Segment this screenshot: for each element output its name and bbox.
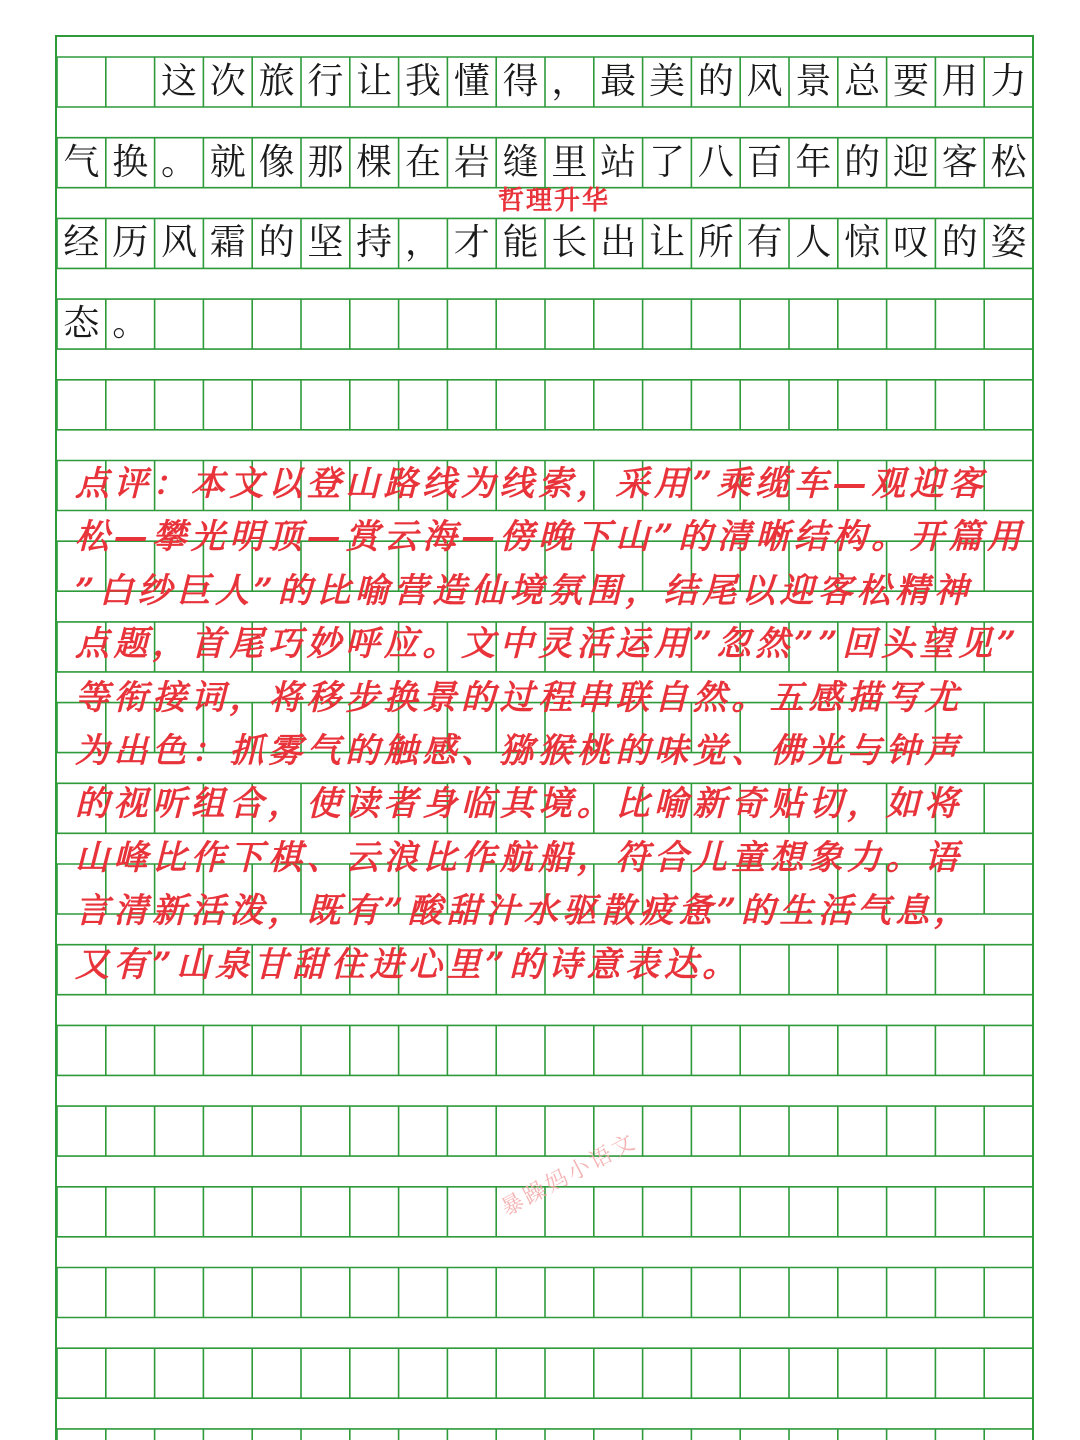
essay-char: 懂 [453,61,490,102]
comment-line: 的视听组合，使读者身临其境。比喻新奇贴切，如将 [75,784,963,825]
essay-char: 松 [990,142,1027,183]
essay-char: 客 [941,142,978,183]
essay-char: 叹 [892,222,929,263]
comment-line: 又有”山泉甘甜住进心里”的诗意表达。 [75,944,741,985]
essay-char: ， [551,61,588,102]
essay-char: 才 [453,222,490,263]
essay-char: 态 [63,303,100,344]
essay-char: 霜 [209,222,246,263]
comment-line: 为出色：抓雾气的触感、猕猴桃的味觉、佛光与钟声 [75,730,963,771]
essay-char: 让 [356,61,393,102]
essay-char: 风 [160,222,197,263]
essay-char: 年 [795,142,832,183]
essay-char: 缝 [502,142,539,183]
essay-char: ， [404,222,441,263]
essay-char: 站 [600,142,637,183]
essay-char: 坚 [307,222,344,263]
essay-char: 有 [746,222,783,263]
comment-line: 言清新活泼，既有”酸甜汁水驱散疲惫”的生活气息， [75,891,973,932]
essay-char: 百 [746,142,783,183]
essay-char: 岩 [453,142,490,183]
essay-char: 的 [258,222,295,263]
comment-line: 山峰比作下棋、云浪比作航船，符合儿童想象力。语 [75,837,963,878]
essay-char: 棵 [356,142,393,183]
essay-char: 迎 [892,142,929,183]
essay-char: 八 [697,142,734,183]
essay-char: 总 [844,61,881,102]
essay-char: 美 [648,61,685,102]
essay-char: 姿 [990,222,1027,263]
essay-char: 里 [551,142,588,183]
essay-char: 风 [746,61,783,102]
essay-char: 换 [112,142,149,183]
essay-char: 。 [112,303,149,344]
essay-char: 长 [551,222,588,263]
essay-char: 了 [648,142,685,183]
essay-char: 像 [258,142,295,183]
essay-char: 。 [160,142,197,183]
essay-char: 出 [600,222,637,263]
teacher-comment [75,458,1035,992]
essay-char: 那 [307,142,344,183]
essay-char: 用 [941,61,978,102]
comment-line: 松—攀光明顶—赏云海—傍晚下山”的清晰结构。开篇用 [75,517,1026,558]
essay-char: 所 [697,222,734,263]
essay-char: 能 [502,222,539,263]
essay-char: 这 [160,61,197,102]
essay-char [106,57,155,107]
essay-char: 要 [892,61,929,102]
essay-char: 在 [404,142,441,183]
essay-char: 得 [502,61,539,102]
essay-char: 行 [307,61,344,102]
essay-char: 次 [209,61,246,102]
essay-char [57,57,106,107]
essay-char: 惊 [844,222,881,263]
essay-char: 我 [404,61,441,102]
essay-char: 持 [356,222,393,263]
comment-line: 点题，首尾巧妙呼应。文中灵活运用”忽然””回头望见” [75,624,1021,665]
essay-line [57,299,1033,349]
essay-char: 气 [63,142,100,183]
essay-char: 的 [697,61,734,102]
comment-line: 等衔接词，将移步换景的过程串联自然。五感描写尤 [75,677,963,718]
essay-char: 的 [941,222,978,263]
essay-char: 力 [990,61,1027,102]
teacher-annotation: 哲理升华 [498,186,611,216]
essay-char: 经 [63,222,100,263]
essay-char: 最 [600,61,637,102]
essay-char: 让 [648,222,685,263]
essay-line [57,57,1033,107]
comment-line: 点评：本文以登山路线为线索，采用”乘缆车—观迎客 [75,464,987,504]
comment-line: ”白纱巨人”的比喻营造仙境氛围，结尾以迎客松精神 [75,570,973,611]
essay-char: 景 [795,61,832,102]
watermark: 暴躁妈小语文 [497,1128,642,1222]
essay-line [57,218,1033,268]
essay-char: 就 [209,142,246,183]
essay-char: 的 [844,142,881,183]
essay-char: 人 [795,222,832,263]
essay-char: 旅 [258,61,295,102]
essay-char: 历 [112,222,149,263]
